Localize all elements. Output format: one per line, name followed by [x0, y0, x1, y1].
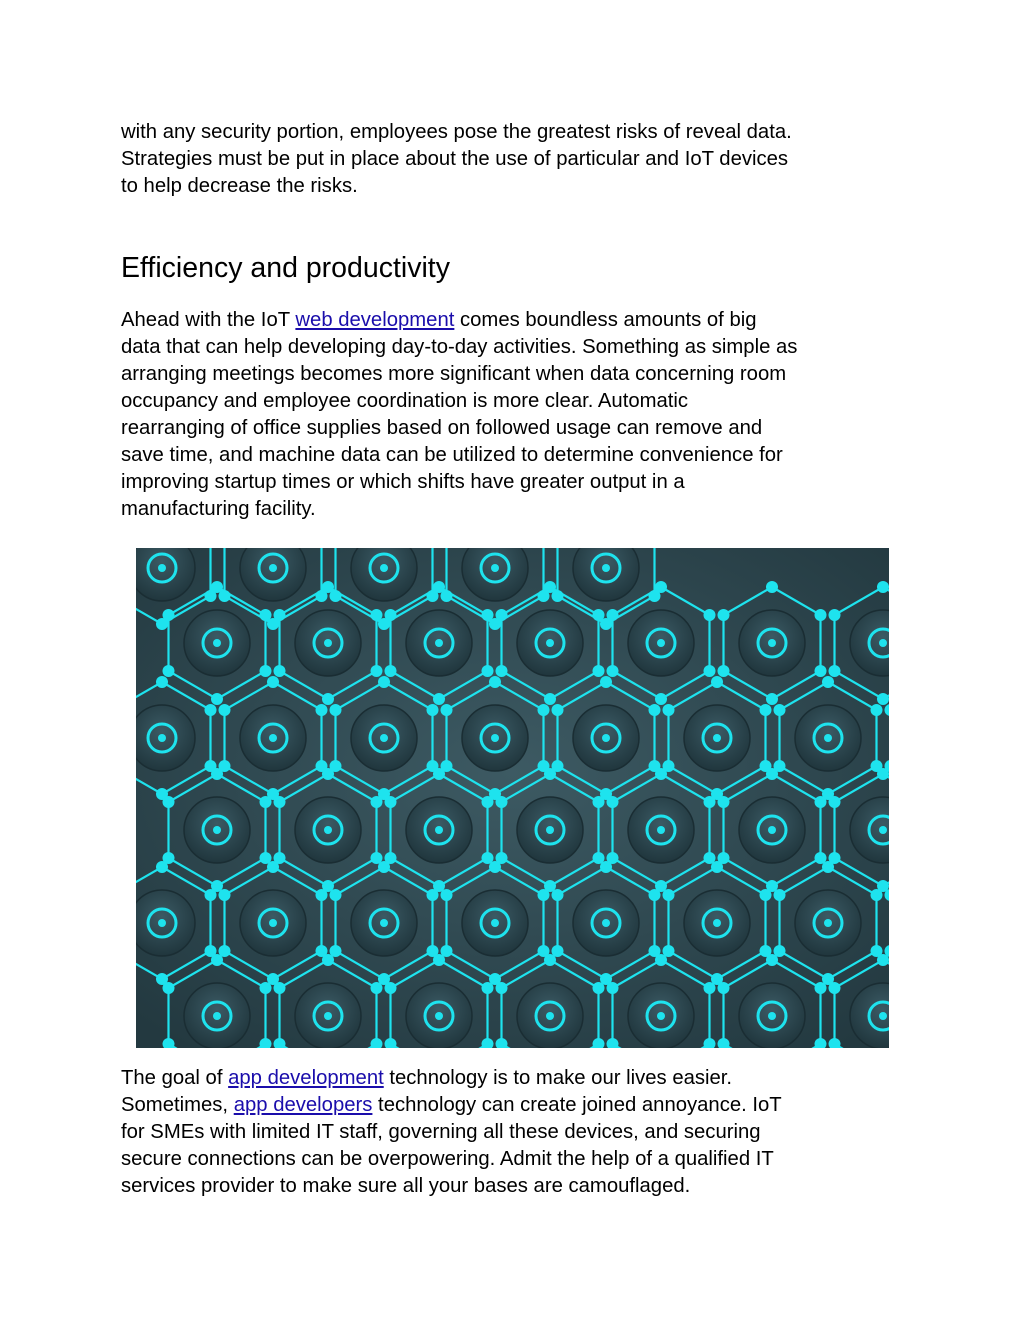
fence-icon [295, 797, 361, 863]
text-line [121, 1065, 911, 1092]
pointing-hand-icon [517, 610, 583, 676]
house-icon [739, 610, 805, 676]
hex-node [441, 889, 453, 901]
hex-node [766, 581, 778, 593]
hex-node [427, 704, 439, 716]
hex-node [385, 665, 397, 677]
hex-node [378, 676, 390, 688]
hex-node [211, 581, 223, 593]
hex-node [211, 954, 223, 966]
text-fragment: technology is to make our lives easier. [383, 1067, 733, 1089]
hex-node [544, 581, 556, 593]
hex-node [607, 609, 619, 621]
hex-node [330, 704, 342, 716]
hex-node [330, 889, 342, 901]
padlock-icon [628, 610, 694, 676]
text-line: arranging meetings becomes more significant when data concerning room [121, 363, 787, 385]
hex-node [496, 982, 508, 994]
hex-node [829, 665, 841, 677]
hex-node [649, 889, 661, 901]
hex-node [544, 954, 556, 966]
hex-node [482, 665, 494, 677]
text-line: for SMEs with limited IT staff, governing all these devices, and securing [121, 1121, 761, 1143]
lightning-icon [573, 890, 639, 956]
hex-node [607, 982, 619, 994]
hex-node [496, 665, 508, 677]
hex-node [274, 796, 286, 808]
hex-node [593, 796, 605, 808]
hex-node [718, 609, 730, 621]
hex-node [815, 609, 827, 621]
hex-node [871, 704, 883, 716]
hex-node [600, 676, 612, 688]
pyramid-icon [795, 890, 861, 956]
hex-node [441, 704, 453, 716]
hex-node [552, 704, 564, 716]
hex-node [219, 704, 231, 716]
hex-node [267, 676, 279, 688]
hex-node [815, 796, 827, 808]
text-line: improving startup times or which shifts have greater output in a [121, 471, 685, 493]
hex-node [877, 954, 889, 966]
hex-node [593, 609, 605, 621]
hex-node [538, 889, 550, 901]
hex-node [322, 954, 334, 966]
hex-node [538, 704, 550, 716]
download-arrow-icon [573, 705, 639, 771]
text-line: rearranging of office supplies based on followed usage can remove and [121, 417, 763, 439]
hex-node [205, 889, 217, 901]
globe-search-icon [184, 610, 250, 676]
hex-node [593, 665, 605, 677]
hex-node [219, 889, 231, 901]
text-line: occupancy and employee coordination is more clear. Automatic [121, 390, 689, 412]
text-line: Strategies must be put in place about the use of particular and IoT devices [121, 148, 789, 170]
hex-node [711, 861, 723, 873]
text-fragment: Ahead with the IoT [121, 309, 296, 331]
efficiency-paragraph [121, 307, 911, 523]
woman-icon [739, 983, 805, 1048]
hex-node [322, 768, 334, 780]
hex-node [815, 665, 827, 677]
closing-paragraph [121, 1065, 911, 1200]
hex-node [260, 665, 272, 677]
hex-node [600, 861, 612, 873]
hex-node [718, 665, 730, 677]
question-mark-icon [136, 705, 195, 771]
hex-node [371, 982, 383, 994]
app-development-link[interactable]: app development [228, 1067, 384, 1089]
hex-node [385, 609, 397, 621]
hex-node [655, 693, 667, 705]
hex-node [704, 982, 716, 994]
hex-node [316, 704, 328, 716]
hex-node [718, 796, 730, 808]
hex-node [774, 704, 786, 716]
hex-node [482, 982, 494, 994]
crosshair-icon [517, 983, 583, 1048]
hex-node [815, 982, 827, 994]
hex-node [829, 609, 841, 621]
hex-node [489, 676, 501, 688]
hex-node [663, 704, 675, 716]
hex-node [607, 796, 619, 808]
iot-icons-image [136, 548, 889, 1048]
hex-node [822, 861, 834, 873]
hex-node [544, 768, 556, 780]
telephone-icon [684, 705, 750, 771]
gear-icon [406, 797, 472, 863]
hex-node [260, 982, 272, 994]
text-line: save time, and machine data can be utilized to determine convenience for [121, 444, 783, 466]
hex-node [378, 861, 390, 873]
hex-node [607, 665, 619, 677]
hex-node [829, 796, 841, 808]
person-icon [295, 610, 361, 676]
text-fragment: comes boundless amounts of big [454, 309, 757, 331]
text-line: to help decrease the risks. [121, 175, 358, 197]
hex-node [649, 704, 661, 716]
hex-node [433, 768, 445, 780]
hex-node [211, 768, 223, 780]
hex-node [267, 861, 279, 873]
hex-node [260, 796, 272, 808]
hex-node [371, 796, 383, 808]
hex-node [274, 982, 286, 994]
hex-node [766, 768, 778, 780]
text-line [121, 1092, 911, 1119]
tree-icon [295, 983, 361, 1048]
hex-node [829, 982, 841, 994]
hex-node [552, 889, 564, 901]
film-reel-icon [351, 890, 417, 956]
airplane-icon [795, 705, 861, 771]
hex-node [711, 676, 723, 688]
text-line: manufacturing facility. [121, 498, 316, 520]
hex-node [163, 609, 175, 621]
hex-node [156, 861, 168, 873]
web-development-link[interactable]: web development [295, 309, 455, 331]
speaker-icon [517, 797, 583, 863]
hex-node [427, 889, 439, 901]
sim-card-icon [628, 983, 694, 1048]
envelope-icon [136, 890, 195, 956]
text-line [121, 307, 911, 334]
hex-node [877, 581, 889, 593]
hex-node [760, 704, 772, 716]
car-icon [240, 705, 306, 771]
hex-node [704, 609, 716, 621]
hex-node [496, 796, 508, 808]
hex-node [704, 665, 716, 677]
hex-node [316, 889, 328, 901]
music-note-icon [406, 983, 472, 1048]
hex-node [163, 982, 175, 994]
hex-node [274, 665, 286, 677]
speech-bubble-icon [462, 890, 528, 956]
hex-node [544, 693, 556, 705]
hex-node [774, 889, 786, 901]
hex-node [211, 693, 223, 705]
hex-node [371, 665, 383, 677]
hex-node [663, 889, 675, 901]
hex-node [163, 665, 175, 677]
hex-node [822, 676, 834, 688]
hex-node [766, 954, 778, 966]
hex-node [433, 581, 445, 593]
hex-node [655, 581, 667, 593]
text-line: services provider to make sure all your bases are camouflaged. [121, 1175, 691, 1197]
gift-icon [240, 890, 306, 956]
hex-node [482, 796, 494, 808]
hex-node [877, 693, 889, 705]
text-line: with any security portion, employees pose the greatest risks of reveal data. [121, 121, 792, 143]
hex-node [205, 704, 217, 716]
text-line: data that can help developing day-to-day activities. Something as simple as [121, 336, 798, 358]
tools-icon [684, 890, 750, 956]
hex-node [489, 861, 501, 873]
hex-node [163, 796, 175, 808]
hex-node [322, 581, 334, 593]
hex-node [766, 693, 778, 705]
app-developers-link[interactable]: app developers [233, 1094, 373, 1116]
hex-node [371, 609, 383, 621]
hex-node [760, 889, 772, 901]
hex-network-graphic [136, 548, 889, 1048]
intro-paragraph [121, 119, 911, 200]
hex-node [877, 768, 889, 780]
hex-node [718, 982, 730, 994]
shopping-cart-icon [184, 797, 250, 863]
hex-node [156, 676, 168, 688]
text-fragment: technology can create joined annoyance. IoT [372, 1094, 782, 1116]
hex-node [433, 954, 445, 966]
section-heading: Efficiency and productivity [121, 252, 450, 284]
hex-node [655, 768, 667, 780]
text-fragment: The goal of [121, 1067, 229, 1089]
hex-node [593, 982, 605, 994]
hex-node [274, 609, 286, 621]
hex-node [482, 609, 494, 621]
hex-node [322, 693, 334, 705]
hex-node [260, 609, 272, 621]
lightbulb-icon [406, 610, 472, 676]
hex-node [385, 796, 397, 808]
wheelchair-icon [184, 983, 250, 1048]
text-line: secure connections can be overpowering. Admit the help of a qualified IT [121, 1148, 774, 1170]
hex-node [433, 693, 445, 705]
hex-node [704, 796, 716, 808]
text-fragment: Sometimes, [121, 1094, 234, 1116]
globe-icon [462, 705, 528, 771]
hex-node [496, 609, 508, 621]
hex-node [871, 889, 883, 901]
hex-node [655, 954, 667, 966]
clock-icon [628, 797, 694, 863]
film-strip-icon [739, 797, 805, 863]
hex-node [385, 982, 397, 994]
atom-icon [351, 705, 417, 771]
